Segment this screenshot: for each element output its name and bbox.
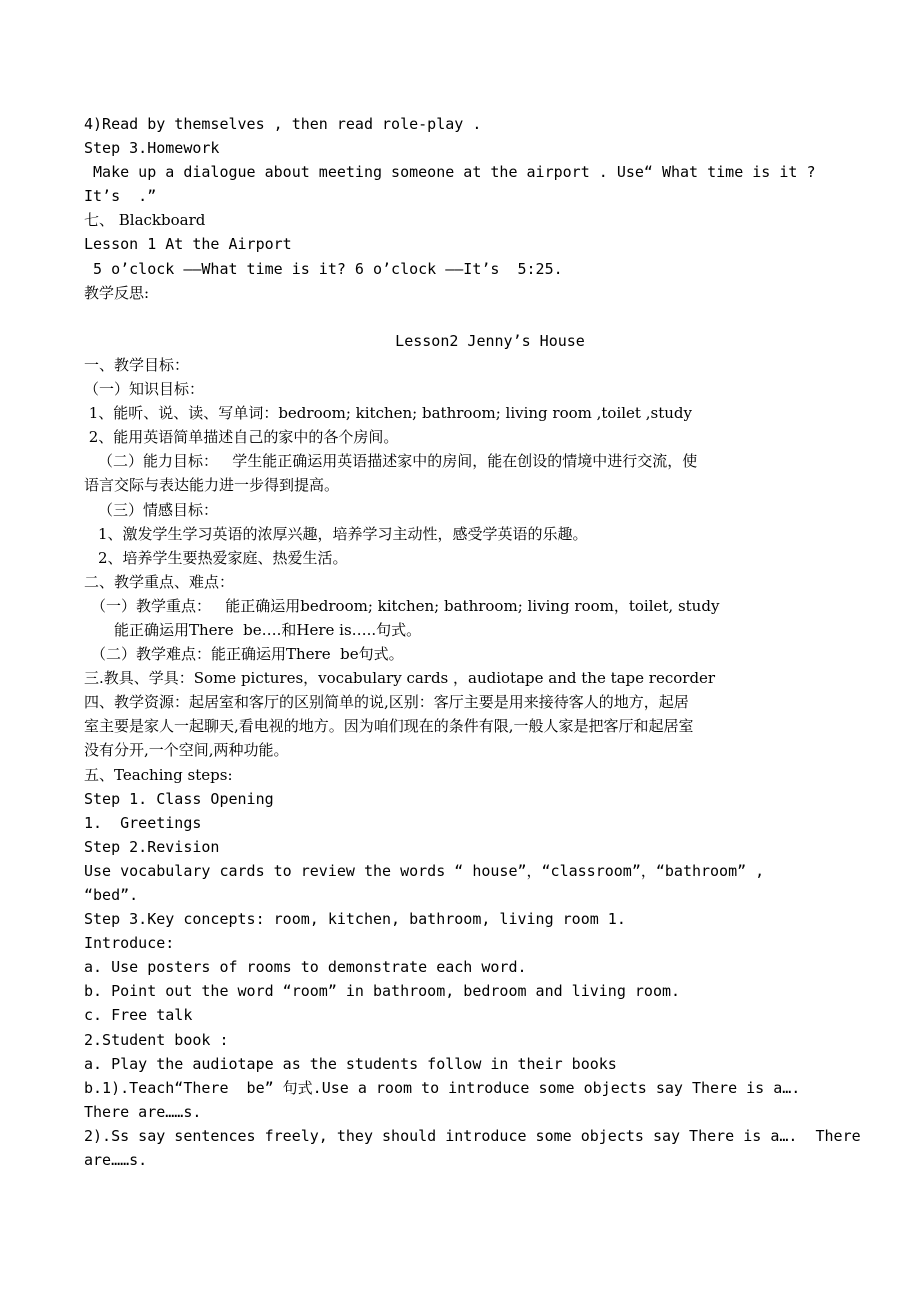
lesson-title: Lesson2 Jenny’s House <box>395 331 585 350</box>
text-line: a. Use posters of rooms to demonstrate each word. <box>84 958 527 977</box>
text-line: （二）能力目标： 学生能正确运用英语描述家中的房间，能在创设的情境中进行交流，使 <box>98 452 698 471</box>
step-heading: Step 2.Revision <box>84 837 220 856</box>
step-heading: Step 3.Homework <box>84 139 220 158</box>
text-line: （二）教学难点：能正确运用There be句式。 <box>91 645 404 664</box>
text-line: 没有分开,一个空间,两种功能。 <box>84 741 289 760</box>
text-line: 2、培养学生要热爱家庭、热爱生活。 <box>98 548 348 567</box>
text-line: （一）教学重点： 能正确运用bedroom; kitchen; bathroom; living room，toilet, study <box>91 596 720 615</box>
text-line: Make up a dialogue about meeting someone at the airport . Use“ What time is it ? <box>84 163 816 182</box>
text-line: b. Point out the word “room” in bathroom, bedroom and living room. <box>84 982 681 1001</box>
text-line: b.1).Teach“There be” 句式.Use a room to introduce some objects say There is a…. <box>84 1078 801 1097</box>
section-heading: 七、 Blackboard <box>84 211 206 230</box>
text-line: Lesson 1 At the Airport <box>84 235 292 254</box>
text-line: are……s. <box>84 1151 148 1170</box>
text-line: 5 o’clock ——What time is it? 6 o’clock ——It’s 5:25. <box>84 259 563 278</box>
text-line: 2、能用英语简单描述自己的家中的各个房间。 <box>84 428 399 447</box>
text-line: It’s .” <box>84 187 157 206</box>
text-line: 1、能听、说、读、写单词：bedroom; kitchen; bathroom; living room ,toilet ,study <box>84 404 692 423</box>
text-line: Introduce: <box>84 934 175 953</box>
text-line: 2.Student book : <box>84 1030 229 1049</box>
text-line: 能正确运用There be….和Here is…..句式。 <box>114 620 422 639</box>
text-line: “bed”. <box>84 886 139 904</box>
text-line: 语言交际与表达能力进一步得到提高。 <box>84 476 340 495</box>
subsection-heading: （三）情感目标： <box>98 500 219 519</box>
text-line: 1、激发学生学习英语的浓厚兴趣，培养学习主动性，感受学英语的乐趣。 <box>98 524 588 543</box>
text-line: 2).Ss say sentences freely, they should introduce some objects say There is a…. There <box>84 1126 861 1145</box>
text-line: 1. Greetings <box>84 813 202 832</box>
text-line: 4)Read by themselves , then read role-play . <box>84 115 482 133</box>
text-line: There are……s. <box>84 1102 202 1121</box>
text-line: c. Free talk <box>84 1006 193 1025</box>
section-heading: 二、教学重点、难点： <box>84 572 235 591</box>
text-line: 室主要是家人一起聊天,看电视的地方。因为咱们现在的条件有限,一般人家是把客厅和起居室 <box>84 717 694 736</box>
text-line: Use vocabulary cards to review the words “ house”，“classroom”，“bathroom” , <box>84 861 765 880</box>
text-line: a. Play the audiotape as the students follow in their books <box>84 1054 617 1073</box>
document-page <box>84 112 896 1172</box>
subsection-heading: （一）知识目标： <box>84 380 205 399</box>
section-heading: 教学反思: <box>84 283 150 302</box>
section-heading: 一、教学目标： <box>84 355 190 374</box>
step-heading: Step 3.Key concepts: room, kitchen, bathroom, living room 1. <box>84 910 626 929</box>
text-line: 三.教具、学具：Some pictures，vocabulary cards ，audiotape and the tape recorder <box>84 669 716 688</box>
section-heading: 五、Teaching steps: <box>84 765 233 784</box>
text-line: 四、教学资源：起居室和客厅的区别简单的说,区别：客厅主要是用来接待客人的地方，起居 <box>84 693 689 712</box>
step-heading: Step 1. Class Opening <box>84 789 274 808</box>
